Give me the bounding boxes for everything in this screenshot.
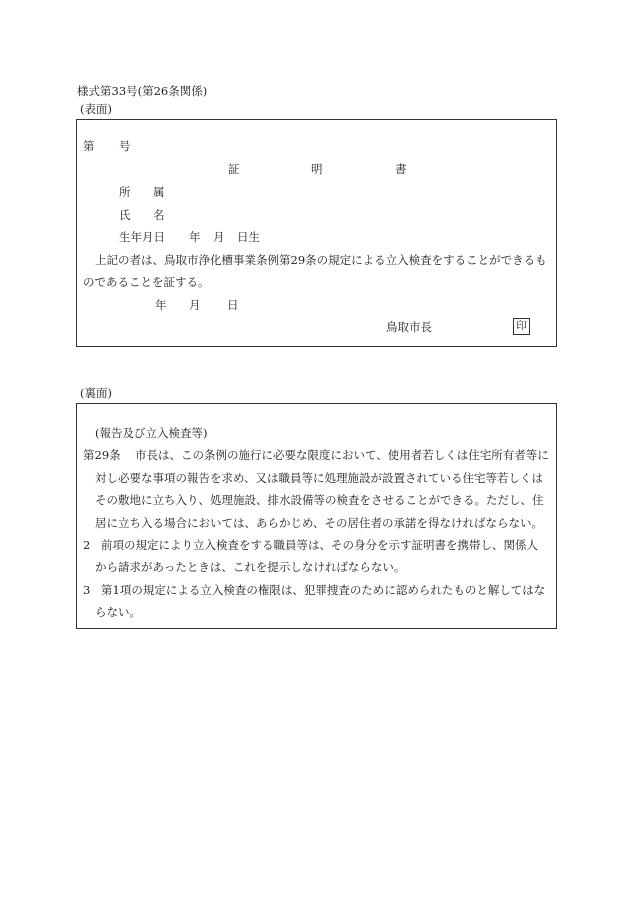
article-number: 第29条: [83, 448, 121, 462]
certificate-body-line-2: のであることを証する。: [83, 275, 210, 289]
item-2-number: 2: [83, 538, 91, 552]
item-2-line-2: から請求があったときは、これを提示しなければならない。: [95, 560, 406, 574]
certificate-front-box: [76, 119, 557, 347]
back-heading: (報告及び立入検査等): [95, 426, 208, 440]
item-3-line-2: らない。: [95, 605, 141, 619]
article-1-line-2: 対し必要な事項の報告を求め、又は職員等に処理施設が設置されている住宅等若しくは: [95, 471, 544, 485]
issue-year-label: 年: [155, 298, 167, 312]
birth-year-label: 年: [189, 230, 201, 244]
item-2-line-1: 前項の規定により立入検査をする職員等は、その身分を示す証明書を携帯し、関係人: [101, 538, 538, 552]
issue-month-label: 月: [189, 298, 201, 312]
form-number-label: 様式第33号(第26条関係): [77, 84, 208, 98]
certificate-title-char-2: 明: [311, 162, 323, 176]
birth-month-label: 月: [213, 230, 225, 244]
article-1-line-1: 市長は、この条例の施行に必要な限度において、使用者若しくは住宅所有者等に: [135, 448, 549, 462]
name-label-1: 氏: [119, 208, 131, 222]
front-side-label: (表面): [80, 102, 112, 116]
certificate-body-line-1: 上記の者は、鳥取市浄化槽事業条例第29条の規定による立入検査をすることができるも: [95, 253, 547, 267]
birth-day-label: 日生: [237, 230, 260, 244]
seal-mark: 印: [513, 318, 530, 335]
name-label-2: 名: [153, 208, 165, 222]
certificate-title-char-1: 証: [228, 162, 240, 176]
affiliation-label-1: 所: [119, 185, 131, 199]
item-3-number: 3: [83, 583, 91, 597]
item-3-line-1: 第1項の規定による立入検査の権限は、犯罪捜査のために認められたものと解してはな: [101, 583, 546, 597]
birthdate-label: 生年月日: [119, 230, 165, 244]
back-side-label: (裏面): [80, 386, 112, 400]
article-1-line-3: その敷地に立ち入り、処理施設、排水設備等の検査をさせることができる。ただし、住: [95, 493, 544, 507]
certificate-title-char-3: 書: [395, 162, 407, 176]
certificate-back-box: [76, 403, 557, 629]
certificate-number-suffix: 号: [119, 139, 131, 153]
affiliation-label-2: 属: [153, 185, 165, 199]
issue-day-label: 日: [227, 298, 239, 312]
issuer-name: 鳥取市長: [386, 320, 432, 334]
certificate-number-label: 第: [83, 139, 95, 153]
article-1-line-4: 居に立ち入る場合においては、あらかじめ、その居住者の承諾を得なければならない。: [95, 516, 544, 530]
